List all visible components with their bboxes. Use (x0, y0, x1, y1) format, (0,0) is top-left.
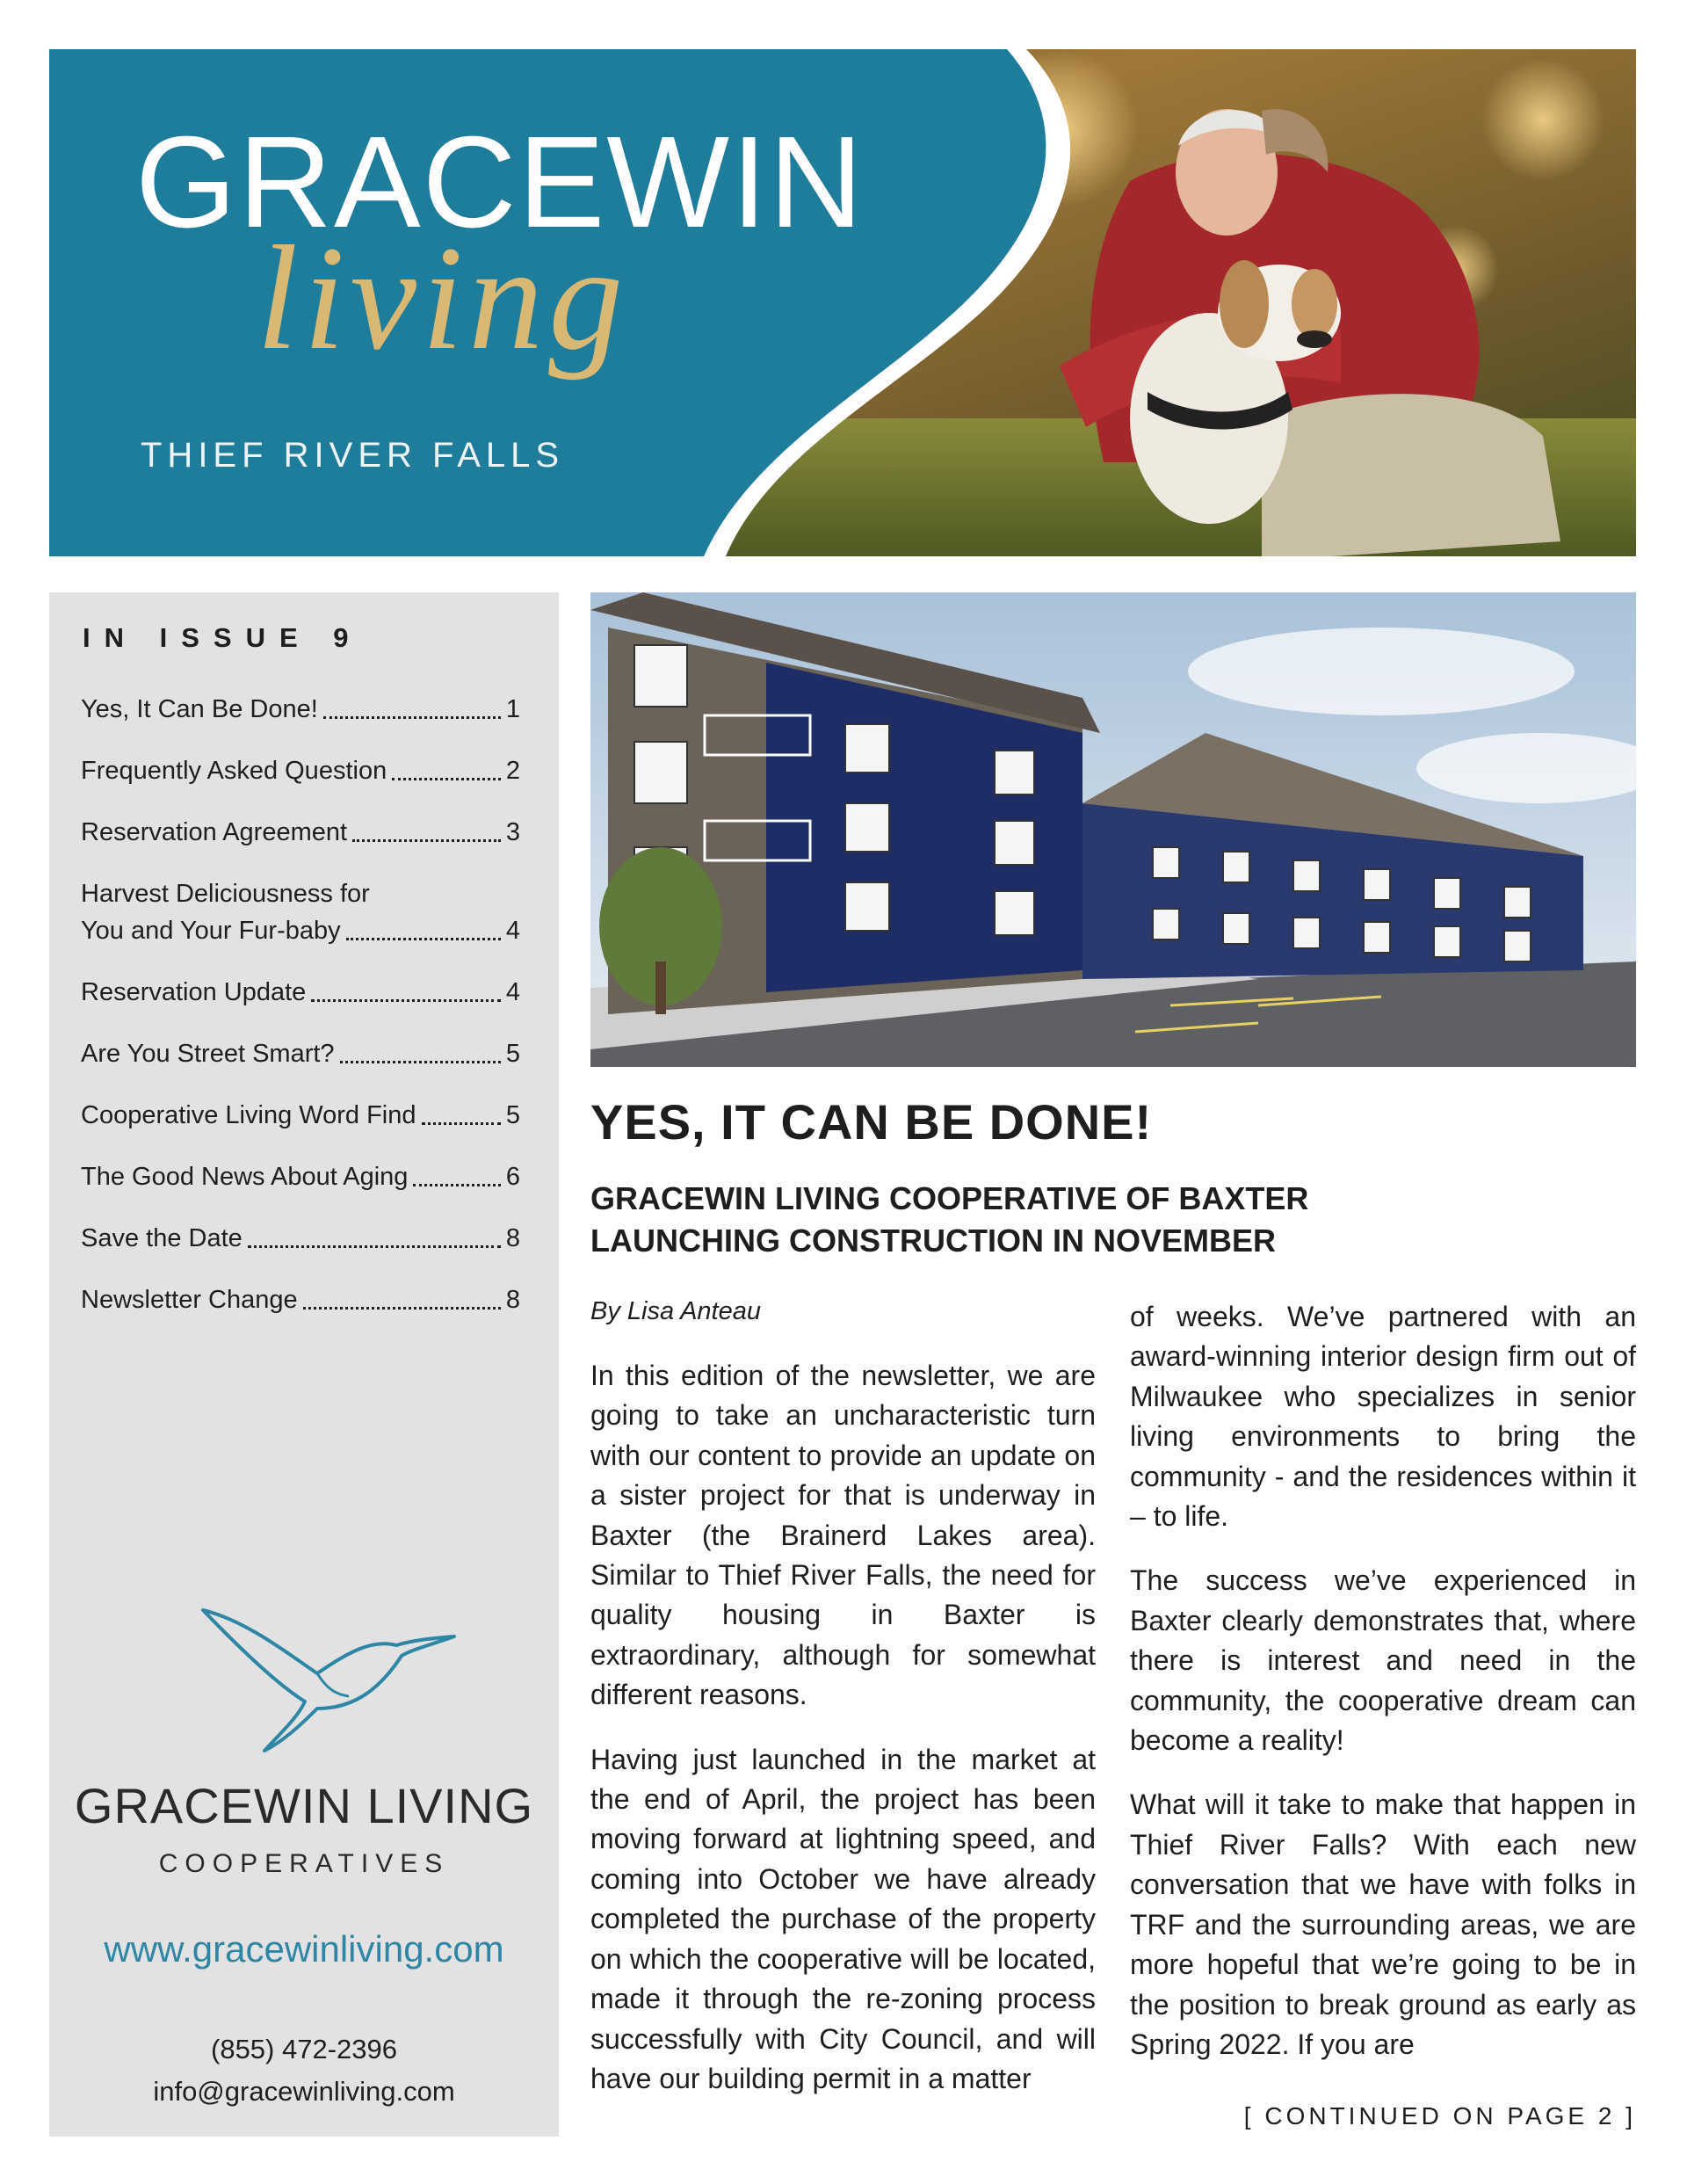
sidebar (49, 592, 559, 2137)
leader-dots (392, 778, 501, 780)
leader-dots (422, 1122, 501, 1125)
toc-item[interactable] (81, 1220, 520, 1257)
leader-dots (346, 938, 501, 940)
article-subhead: GRACEWIN LIVING COOPERATIVE OF BAXTER LAUNCHING CONSTRUCTION IN NOVEMBER (590, 1180, 1309, 1259)
paragraph: Having just launched in the market at the end of April, the project has been moving forward at lightning speed, and coming into October we have already completed the purchase of the property on which the cooperative will be located, made it through the re-zoning process successfully with City Council, and will have our building permit in a matter (590, 1743, 1096, 2094)
toc-item[interactable] (81, 974, 520, 1011)
article-column-1 (590, 1356, 1096, 2123)
leader-dots (303, 1307, 501, 1310)
leader-dots (248, 1245, 501, 1248)
website-link[interactable]: www.gracewinliving.com (104, 1928, 504, 1970)
brand-subtitle: COOPERATIVES (158, 1849, 450, 1878)
leader-dots (323, 716, 501, 719)
building-rendering-image (590, 592, 1636, 1067)
leader-dots (311, 999, 501, 1002)
toc-page: 5 (505, 1040, 520, 1068)
continued-note[interactable]: [ CONTINUED ON PAGE 2 ] (1243, 2102, 1636, 2130)
building-rendering-icon (590, 592, 1636, 1067)
toc-item[interactable] (81, 814, 520, 851)
toc-page: 4 (505, 917, 520, 945)
article-column-2 (1130, 1297, 1636, 2089)
toc-page: 2 (505, 757, 520, 785)
phone-number[interactable]: (855) 472-2396 (211, 2034, 397, 2064)
toc-item[interactable] (81, 1158, 520, 1195)
toc-page: 5 (505, 1101, 520, 1129)
toc-page: 8 (505, 1286, 520, 1314)
brand-wordmark: GRACEWIN (135, 110, 865, 255)
toc-item[interactable] (81, 875, 520, 949)
toc-page: 4 (505, 978, 520, 1006)
leader-dots (352, 839, 501, 842)
toc-title: Harvest Deliciousness for (81, 880, 370, 908)
toc-title: Reservation Update (81, 978, 307, 1006)
hummingbird-icon (194, 1603, 458, 1752)
toc-title-line2: You and Your Fur-baby (81, 917, 341, 945)
toc-page: 6 (505, 1163, 520, 1191)
article-byline: By Lisa Anteau (590, 1297, 761, 1325)
toc-title: Frequently Asked Question (81, 757, 387, 785)
brand-name: GRACEWIN LIVING (74, 1778, 534, 1833)
header-banner (49, 49, 1636, 556)
toc-title: Save the Date (81, 1224, 243, 1252)
paragraph: of weeks. We’ve partnered with an award-winning interior design firm out of Milwaukee who specializes in senior living environments to bring the community - and the residences within it – to life. (1130, 1301, 1636, 1533)
toc-page: 1 (505, 695, 520, 723)
toc-title: Cooperative Living Word Find (81, 1101, 416, 1129)
location-title: THIEF RIVER FALLS (141, 436, 565, 475)
article-headline: YES, IT CAN BE DONE! (590, 1094, 1153, 1150)
toc-item[interactable] (81, 1035, 520, 1072)
paragraph: In this edition of the newsletter, we are going to take an uncharacteristic turn with our content to provide an update on a sister project for that is underway in Baxter (the Brainerd Lakes area). Similar to Thief River Falls, the need for quality housing in Baxter is extraordinary, although for somewhat different reasons. (590, 1360, 1096, 1711)
paragraph: The success we’ve experienced in Baxter clearly demonstrates that, where there is interest and need in the community, the cooperative dream can become a reality! (1130, 1564, 1636, 1757)
toc-page: 3 (505, 818, 520, 846)
paragraph: What will it take to make that happen in Thief River Falls? With each new conversation that we have with folks in TRF and the surrounding areas, we are more hopeful that we’re going to be in the position to break ground as early as Spring 2022. If you are (1130, 1789, 1636, 2060)
toc-title: Reservation Agreement (81, 818, 348, 846)
toc-title: The Good News About Aging (81, 1163, 409, 1191)
toc-page: 8 (505, 1224, 520, 1252)
toc-title: Are You Street Smart? (81, 1040, 335, 1068)
toc-title: Newsletter Change (81, 1286, 298, 1314)
table-of-contents (81, 691, 520, 1343)
toc-item[interactable] (81, 1097, 520, 1134)
email-link[interactable]: info@gracewinliving.com (153, 2076, 455, 2107)
brand-script: living (257, 215, 629, 381)
toc-item[interactable] (81, 752, 520, 789)
toc-title: Yes, It Can Be Done! (81, 695, 318, 723)
leader-dots (340, 1061, 501, 1063)
toc-item[interactable] (81, 691, 520, 728)
leader-dots (413, 1184, 500, 1186)
toc-item[interactable] (81, 1281, 520, 1318)
toc-heading: IN ISSUE 9 (83, 622, 363, 653)
